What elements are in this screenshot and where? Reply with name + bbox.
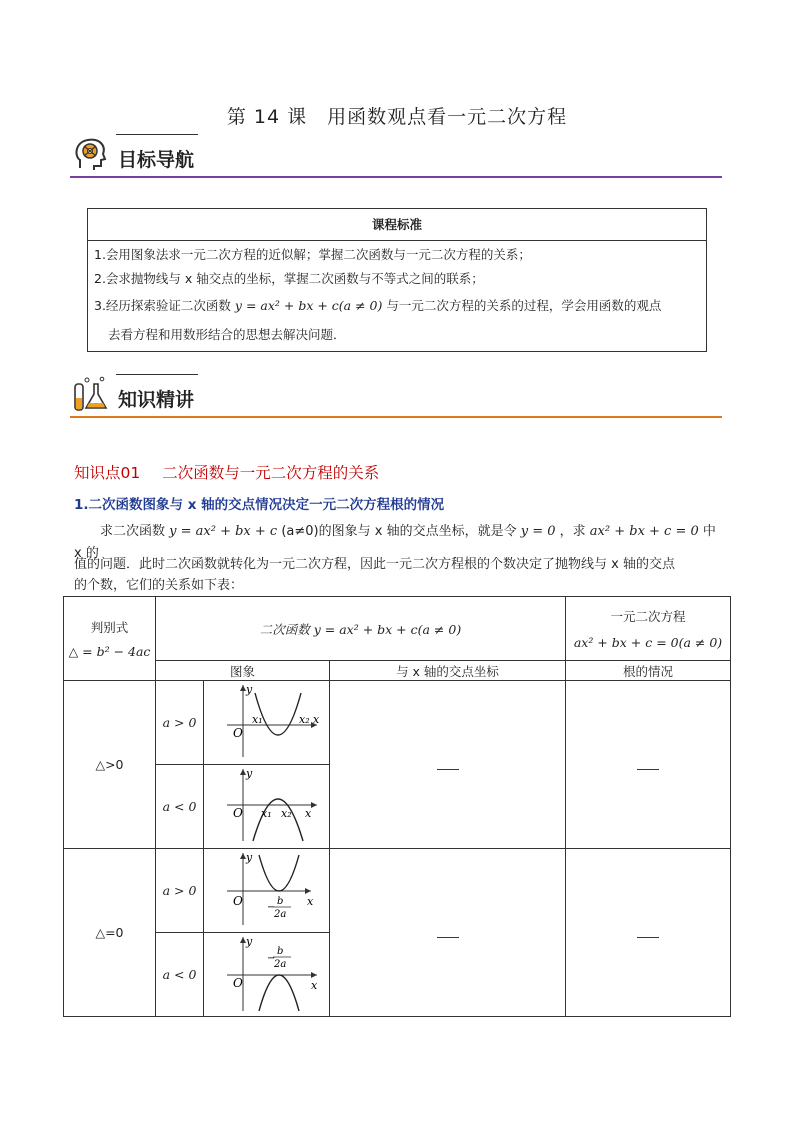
- section-label-goals: 目标导航: [118, 149, 195, 171]
- function-header: 二次函数 y = ax² + bx + c(a ≠ 0): [156, 597, 566, 661]
- relation-table: [63, 596, 731, 1017]
- axis-y-label: y: [245, 935, 252, 948]
- standard-item-3-text-a: 3.经历探索验证二次函数: [94, 298, 231, 313]
- answer-blank-roots-pos[interactable]: [566, 681, 731, 849]
- standard-item-3-formula: y = ax² + bx + c(a ≠ 0): [234, 298, 383, 313]
- origin-label: O: [232, 976, 243, 990]
- answer-blank-roots-zero[interactable]: [566, 849, 731, 1017]
- answer-blank-intersect-pos[interactable]: [330, 681, 566, 849]
- vertex-minus: −: [266, 953, 275, 964]
- case-a-positive: a > 0: [156, 681, 204, 765]
- vertex-minus: −: [266, 902, 275, 913]
- para-text-d: 中 x 的: [74, 524, 716, 561]
- graph-cell: [204, 681, 330, 765]
- root-x1-label: x₁: [260, 807, 272, 820]
- discriminant-formula: △ = b² − 4ac: [68, 644, 151, 659]
- section-header-knowledge: [70, 374, 722, 418]
- origin-label: O: [232, 894, 243, 908]
- paragraph-line-3: 的个数，它们的关系如下表：: [74, 578, 244, 593]
- axis-x-label: x: [306, 895, 313, 908]
- para-text-b: (a≠0)的图象与 x 轴的交点坐标，就是令: [281, 524, 517, 539]
- discriminant-label: 判别式: [90, 620, 129, 635]
- section-divider-goals: [70, 176, 722, 178]
- page-title: 第 14 课 用函数观点看一元二次方程: [226, 106, 568, 128]
- para-formula-2: y = 0: [520, 524, 556, 539]
- graph-cell: [204, 765, 330, 849]
- standard-item-3-text-b: 与一元二次方程的关系的过程，学会用函数的观点: [386, 298, 662, 313]
- graph-cell: [204, 933, 330, 1017]
- standard-item-1: 1.会用图象法求一元二次方程的近似解；掌握二次函数与一元二次方程的关系；: [94, 247, 531, 262]
- case-delta-zero: △=0: [64, 849, 156, 1017]
- knowledge-point-heading: [74, 461, 379, 483]
- axis-y-label: y: [245, 683, 252, 696]
- course-standards-box: [87, 208, 707, 352]
- col-header-intersection: 与 x 轴的交点坐标: [330, 661, 566, 681]
- section-label-knowledge: 知识精讲: [118, 389, 195, 411]
- para-text-a: 求二次函数: [100, 524, 166, 539]
- para-formula-3: ax² + bx + c = 0: [589, 524, 699, 539]
- origin-label: O: [232, 726, 243, 740]
- discriminant-header-cell: [64, 597, 156, 681]
- col-header-roots: 根的情况: [566, 661, 731, 681]
- case-delta-positive: △>0: [64, 681, 156, 849]
- vertex-denominator: 2a: [273, 959, 286, 970]
- case-a-negative: a < 0: [156, 933, 204, 1017]
- lab-flask-icon: [72, 374, 112, 414]
- section-divider-knowledge: [70, 416, 722, 418]
- standard-item-3: [88, 291, 706, 321]
- graph-one-root-downward: [207, 933, 327, 1013]
- axis-y-label: y: [245, 767, 252, 780]
- vertex-numerator: b: [276, 896, 283, 907]
- subsection-title: 1.二次函数图象与 x 轴的交点情况决定一元二次方程根的情况: [74, 497, 445, 513]
- brain-gear-icon: [72, 134, 112, 174]
- standard-item-3-cont: 去看方程和用数形结合的思想去解决问题．: [108, 327, 346, 342]
- axis-x-label: x: [310, 979, 317, 992]
- equation-header-cell: [566, 597, 731, 661]
- para-text-c: ，求: [559, 524, 586, 539]
- standards-header: 课程标准: [88, 209, 706, 241]
- root-x2-label: x₂: [280, 807, 292, 820]
- graph-one-root-upward: [207, 849, 327, 929]
- axis-x-label: x: [312, 713, 319, 726]
- graph-two-roots-downward: [207, 765, 327, 845]
- equation-header-formula: ax² + bx + c = 0(a ≠ 0): [573, 635, 723, 650]
- knowledge-point-title: 二次函数与一元二次方程的关系: [162, 464, 380, 482]
- answer-blank-intersect-zero[interactable]: [330, 849, 566, 1017]
- graph-two-roots-upward: [207, 681, 327, 761]
- root-x1-label: x₁: [251, 713, 263, 726]
- vertex-denominator: 2a: [273, 909, 286, 920]
- axis-y-label: y: [245, 851, 252, 864]
- section-header-goals: [70, 134, 722, 178]
- axis-x-label: x: [304, 807, 311, 820]
- standard-item-2: 2.会求抛物线与 x 轴交点的坐标，掌握二次函数与不等式之间的联系；: [94, 271, 484, 286]
- case-a-negative: a < 0: [156, 765, 204, 849]
- case-a-positive: a > 0: [156, 849, 204, 933]
- graph-cell: [204, 849, 330, 933]
- origin-label: O: [232, 806, 243, 820]
- para-formula-1: y = ax² + bx + c: [169, 524, 278, 539]
- knowledge-point-number: 知识点01: [74, 464, 141, 482]
- root-x2-label: x₂: [298, 713, 310, 726]
- paragraph-line-2: 值的问题．此时二次函数就转化为一元二次方程，因此一元二次方程根的个数决定了抛物线与 x 轴的交点: [74, 557, 675, 572]
- col-header-graph: 图象: [156, 661, 330, 681]
- vertex-numerator: b: [276, 946, 283, 957]
- equation-header-title: 一元二次方程: [610, 609, 686, 624]
